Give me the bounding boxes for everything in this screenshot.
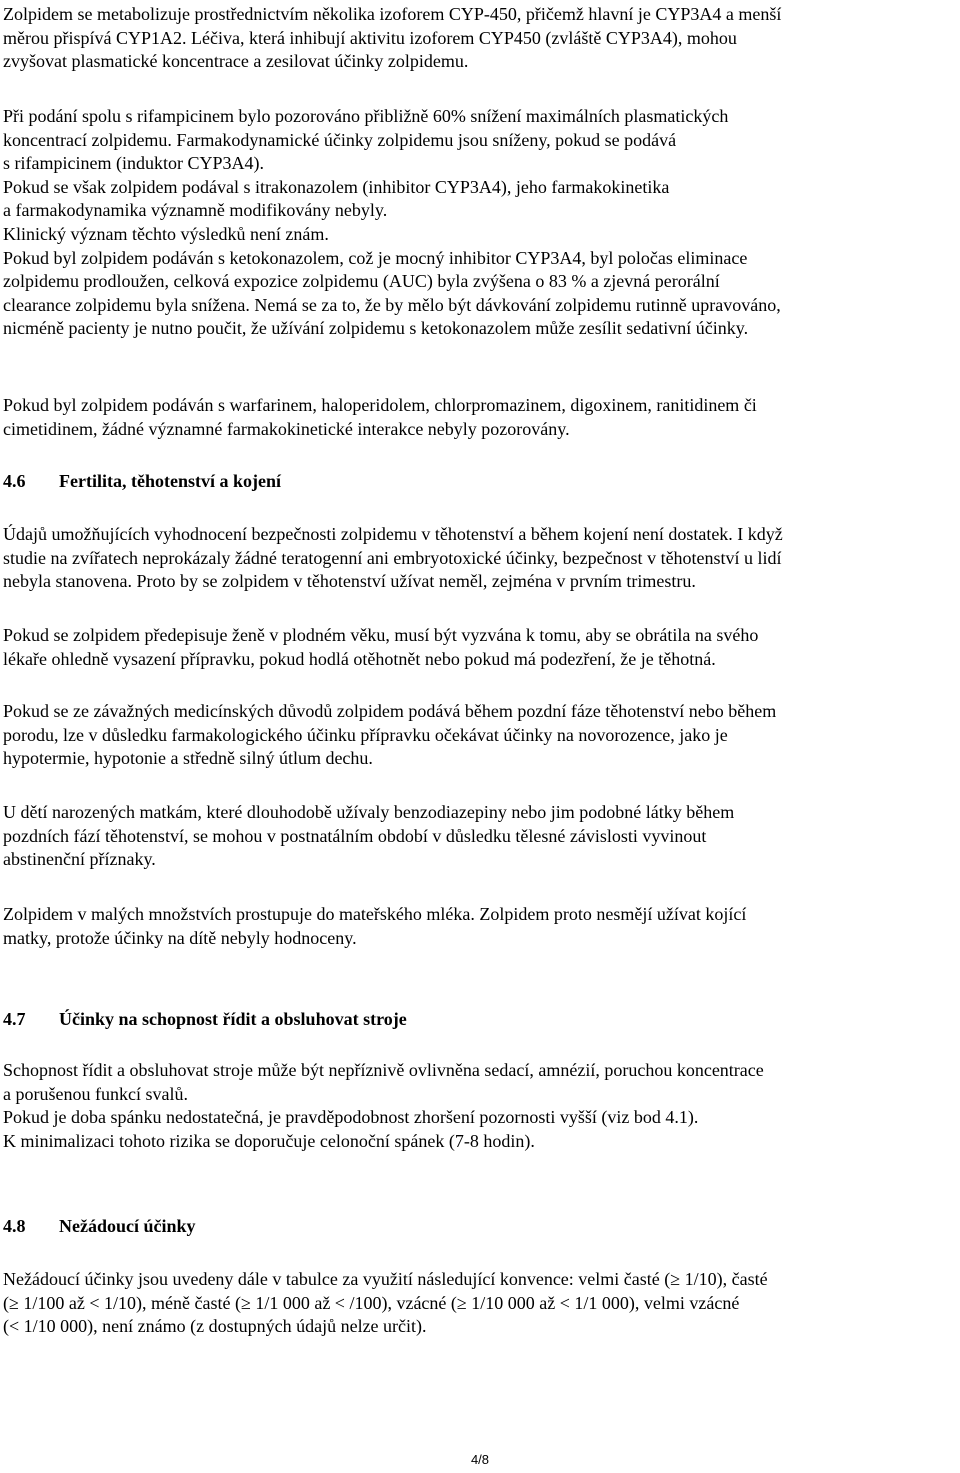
section-number: 4.8 bbox=[3, 1216, 26, 1236]
text-line: a farmakodynamika významně modifikovány nebyly. bbox=[3, 200, 388, 221]
text-line: Zolpidem se metabolizuje prostřednictvím několika izoforem CYP-450, přičemž hlavní je CYP3A4 a menší bbox=[3, 4, 782, 24]
text-line: pozdních fází těhotenství, se mohou v postnatálním období v důsledku tělesné závislosti vyvinout bbox=[3, 825, 707, 846]
text-line: matky, protože účinky na dítě nebyly hodnoceny. bbox=[3, 927, 357, 948]
text-line: Zolpidem v malých množstvích prostupuje do mateřského mléka. Zolpidem proto nesmějí užívat kojící bbox=[3, 904, 747, 924]
text-line: Klinický význam těchto výsledků není znám. bbox=[3, 223, 329, 244]
text-line: cimetidinem, žádné významné farmakokinetické interakce nebyly pozorovány. bbox=[3, 418, 570, 439]
text-line: nebyla stanovena. Proto by se zolpidem v těhotenství užívat neměl, zejména v prvním trimestru. bbox=[3, 571, 696, 592]
text-line: U dětí narozených matkám, které dlouhodobě užívaly benzodiazepiny nebo jim podobné látky během bbox=[3, 802, 735, 822]
text-line: koncentrací zolpidemu. Farmakodynamické účinky zolpidemu jsou sníženy, pokud se podává bbox=[3, 129, 677, 150]
section-heading-4-6 bbox=[3, 470, 281, 494]
paragraph-rifampicin bbox=[3, 105, 781, 341]
text-line: Pokud se zolpidem předepisuje ženě v plodném věku, musí být vyzvána k tomu, aby se obrátila na svého bbox=[3, 625, 759, 645]
text-line: abstinenční příznaky. bbox=[3, 849, 156, 870]
text-line: Pokud byl zolpidem podáván s warfarinem, haloperidolem, chlorpromazinem, digoxinem, ranitidinem či bbox=[3, 395, 757, 415]
paragraph-newborns bbox=[3, 801, 734, 872]
text-line: (< 1/10 000), není známo (z dostupných údajů nelze určit). bbox=[3, 1316, 427, 1337]
text-line: Pokud se však zolpidem podával s itrakonazolem (inhibitor CYP3A4), jeho farmakokinetika bbox=[3, 176, 670, 197]
text-line: Při podání spolu s rifampicinem bylo pozorováno přibližně 60% snížení maximálních plasmatických bbox=[3, 106, 729, 126]
text-line: zolpidemu prodloužen, celková expozice zolpidemu (AUC) byla zvýšena o 83 % a zjevná perorální bbox=[3, 271, 720, 292]
text-line: Údajů umožňujících vyhodnocení bezpečnosti zolpidemu v těhotenství a během kojení není dostatek. I když bbox=[3, 524, 783, 544]
section-title: Nežádoucí účinky bbox=[59, 1216, 196, 1236]
text-line: měrou přispívá CYP1A2. Léčiva, která inhibují aktivitu izoforem CYP450 (zvláště CYP3A4), mohou bbox=[3, 27, 737, 48]
paragraph-late-pregnancy bbox=[3, 700, 776, 771]
paragraph-childbearing-age bbox=[3, 624, 758, 671]
page-number: 4/8 bbox=[470, 1452, 490, 1467]
section-number: 4.6 bbox=[3, 471, 26, 491]
paragraph-adverse-effects bbox=[3, 1268, 768, 1339]
text-line: K minimalizaci tohoto rizika se doporučuje celonoční spánek (7-8 hodin). bbox=[3, 1130, 535, 1151]
text-line: clearance zolpidemu byla snížena. Nemá se za to, že by mělo být dávkování zolpidemu rutinně upravováno, bbox=[3, 294, 781, 315]
text-line: Pokud byl zolpidem podáván s ketokonazolem, což je mocný inhibitor CYP3A4, byl poločas eliminace bbox=[3, 247, 748, 268]
section-number: 4.7 bbox=[3, 1009, 26, 1029]
text-line: s rifampicinem (induktor CYP3A4). bbox=[3, 153, 264, 174]
text-line: lékaře ohledně vysazení přípravku, pokud hodlá otěhotnět nebo pokud má podezření, že je těhotná. bbox=[3, 648, 716, 669]
section-heading-4-7 bbox=[3, 1008, 407, 1032]
paragraph-pregnancy-safety bbox=[3, 523, 783, 594]
text-line: (≥ 1/100 až < 1/10), méně časté (≥ 1/1 000 až < /100), vzácné (≥ 1/10 000 až < 1/1 000), velmi vzácné bbox=[3, 1292, 740, 1313]
section-title: Účinky na schopnost řídit a obsluhovat stroje bbox=[59, 1009, 407, 1029]
text-line: hypotermie, hypotonie a středně silný útlum dechu. bbox=[3, 748, 373, 769]
text-line: Pokud je doba spánku nedostatečná, je pravděpodobnost zhoršení pozornosti vyšší (viz bod 4.1). bbox=[3, 1107, 699, 1128]
section-title: Fertilita, těhotenství a kojení bbox=[59, 471, 281, 491]
text-line: porodu, lze v důsledku farmakologického účinku přípravku očekávat účinky na novorozence, jako je bbox=[3, 724, 728, 745]
text-line: Nežádoucí účinky jsou uvedeny dále v tabulce za využití následující konvence: velmi časté (≥ 1/10), časté bbox=[3, 1269, 768, 1289]
text-line: nicméně pacienty je nutno poučit, že užívání zolpidemu s ketokonazolem může zesílit sedativní účinky. bbox=[3, 318, 749, 339]
section-heading-4-8 bbox=[3, 1215, 196, 1239]
text-line: studie na zvířatech neprokázaly žádné teratogenní ani embryotoxické účinky, bezpečnost v těhotenství u lidí bbox=[3, 547, 782, 568]
paragraph-warfarin bbox=[3, 394, 757, 441]
paragraph-driving bbox=[3, 1059, 764, 1153]
paragraph-metabolism bbox=[3, 3, 781, 74]
text-line: Schopnost řídit a obsluhovat stroje může být nepříznivě ovlivněna sedací, amnézií, poruchou koncentrace bbox=[3, 1060, 764, 1080]
text-line: a porušenou funkcí svalů. bbox=[3, 1083, 188, 1104]
text-line: Pokud se ze závažných medicínských důvodů zolpidem podává během pozdní fáze těhotenství nebo během bbox=[3, 701, 777, 721]
paragraph-breastfeeding bbox=[3, 903, 746, 950]
text-line: zvyšovat plasmatické koncentrace a zesilovat účinky zolpidemu. bbox=[3, 51, 469, 72]
